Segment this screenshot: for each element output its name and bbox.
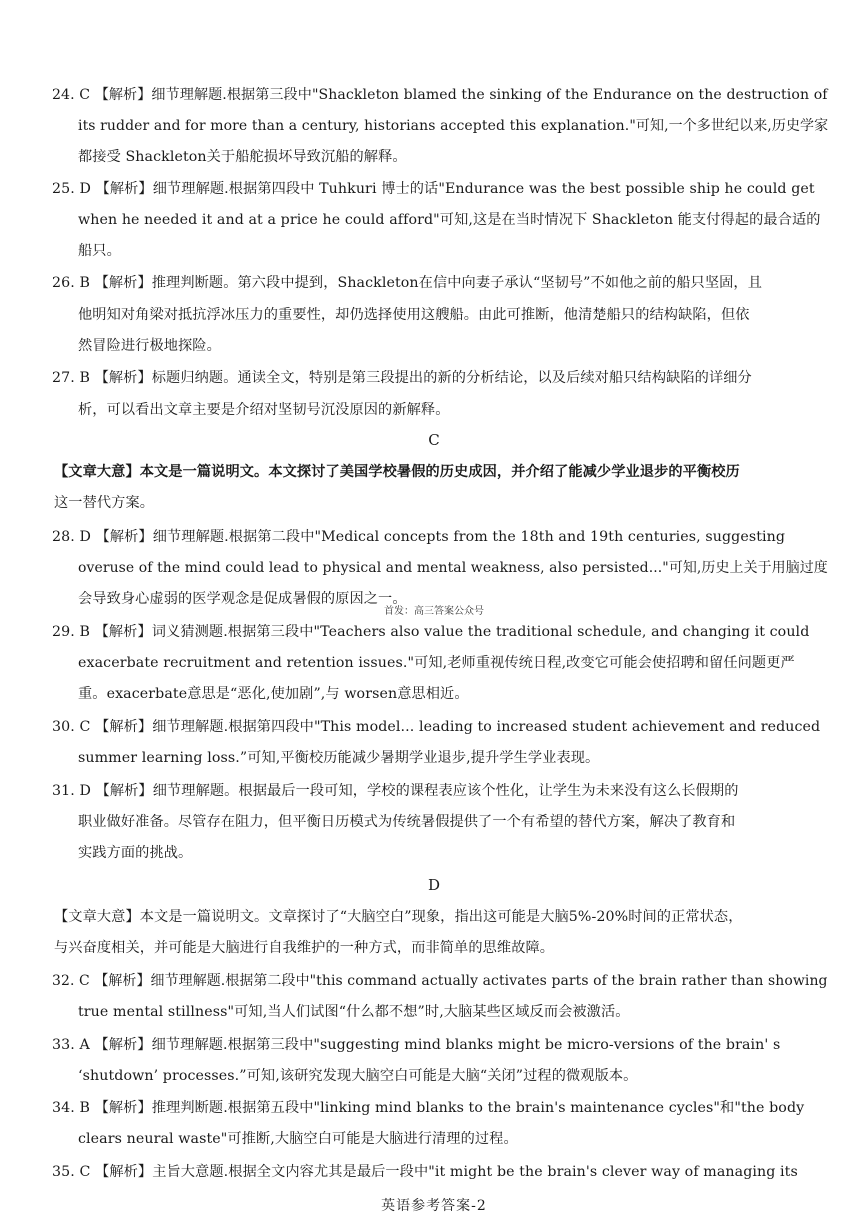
q30-line-1: 30. C 【解析】细节理解题.根据第四段中"This model... leading to increased student achievement and reduced xyxy=(52,719,821,735)
q25-line-1: 25. D 【解析】细节理解题.根据第四段中 Tuhkuri 博士的话"Endurance was the best possible ship he could get xyxy=(52,181,815,197)
q29-line-2: exacerbate recruitment and retention issues."可知,老师重视传统日程,改变它可能会使招聘和留任问题更严 xyxy=(78,655,795,671)
q34-line-1: 34. B 【解析】推理判断题.根据第五段中"linking mind blanks to the brain's maintenance cycles"和"the body xyxy=(52,1100,805,1116)
page-footer: 英语参考答案-2 xyxy=(381,1198,487,1214)
q26-line-3: 然冒险进行极地探险。 xyxy=(78,338,221,354)
section-c-heading: C xyxy=(428,431,440,449)
q33-line-1: 33. A 【解析】细节理解题.根据第三段中"suggesting mind blanks might be micro-versions of the brain' s xyxy=(52,1037,781,1053)
q27-line-2: 析，可以看出文章主要是介绍对坚韧号沉没原因的新解释。 xyxy=(78,402,450,418)
q28-line-1: 28. D 【解析】细节理解题.根据第二段中"Medical concepts from the 18th and 19th centuries, suggesting xyxy=(52,529,786,545)
watermark-text: 首发：高三答案公众号 xyxy=(384,606,484,617)
q30-line-2: summer learning loss.”可知,平衡校历能减少暑期学业退步,提升学生学业表现。 xyxy=(78,750,600,766)
q26-line-2: 他明知对角梁对抵抗浮冰压力的重要性，却仍选择使用这艘船。由此可推断，他清楚船只的结构缺陷，但依 xyxy=(78,307,750,323)
q31-line-1: 31. D 【解析】细节理解题。根据最后一段可知，学校的课程表应该个性化，让学生为未来没有这么长假期的 xyxy=(52,783,739,799)
q33-line-2: ‘shutdown’ processes.”可知,该研究发现大脑空白可能是大脑“关闭”过程的微观版本。 xyxy=(78,1068,638,1084)
q28-line-3: 会导致身心虚弱的医学观念是促成暑假的原因之一。 xyxy=(78,591,407,607)
q24-line-1: 24. C 【解析】细节理解题.根据第三段中"Shackleton blamed the sinking of the Endurance on the destruction of xyxy=(52,87,828,103)
q31-line-2: 职业做好准备。尽管存在阻力，但平衡日历模式为传统暑假提供了一个有希望的替代方案，解决了教育和 xyxy=(78,814,736,830)
q27-line-1: 27. B 【解析】标题归纳题。通读全文，特别是第三段提出的新的分析结论，以及后续对船只结构缺陷的详细分 xyxy=(52,370,752,386)
q34-line-2: clears neural waste"可推断,大脑空白可能是大脑进行清理的过程。 xyxy=(78,1131,518,1147)
section-c-summary-line-1: 【文章大意】本文是一篇说明文。本文探讨了美国学校暑假的历史成因，并介绍了能减少学业退步的平衡校历 xyxy=(54,464,740,480)
q25-line-3: 船只。 xyxy=(78,243,121,259)
q31-line-3: 实践方面的挑战。 xyxy=(78,845,193,861)
q32-line-2: true mental stillness"可知,当人们试图“什么都不想”时,大脑某些区域反而会被激活。 xyxy=(78,1004,630,1020)
section-d-heading: D xyxy=(427,876,441,894)
q24-line-2: its rudder and for more than a century, historians accepted this explanation."可知,一个多世纪以来,历史学家 xyxy=(78,118,829,134)
section-d-summary-line-1: 【文章大意】本文是一篇说明文。文章探讨了“大脑空白”现象，指出这可能是大脑5%-20%时间的正常状态， xyxy=(54,909,743,925)
q32-line-1: 32. C 【解析】细节理解题.根据第二段中"this command actually activates parts of the brain rather than showing xyxy=(52,973,828,989)
q29-line-1: 29. B 【解析】词义猜测题.根据第三段中"Teachers also value the traditional schedule, and changing it could xyxy=(52,624,810,640)
q29-line-3: 重。exacerbate意思是“恶化,使加剧”,与 worsen意思相近。 xyxy=(78,686,469,702)
q25-line-2: when he needed it and at a price he could afford"可知,这是在当时情况下 Shackleton 能支付得起的最合适的 xyxy=(78,212,821,228)
q24-line-3: 都接受 Shackleton关于船舵损坏导致沉船的解释。 xyxy=(78,149,407,165)
section-c-summary-line-2: 这一替代方案。 xyxy=(54,495,155,511)
q35-line-1: 35. C 【解析】主旨大意题.根据全文内容尤其是最后一段中"it might be the brain's clever way of managing its xyxy=(52,1164,798,1180)
section-d-summary-line-2: 与兴奋度相关，并可能是大脑进行自我维护的一种方式，而非简单的思维故障。 xyxy=(54,940,555,956)
q26-line-1: 26. B 【解析】推理判断题。第六段中提到，Shackleton在信中向妻子承认“坚韧号”不如他之前的船只坚固，且 xyxy=(52,275,762,291)
q28-line-2: overuse of the mind could lead to physical and mental weakness, also persisted..."可知,历史上关于用脑过度 xyxy=(78,560,828,576)
